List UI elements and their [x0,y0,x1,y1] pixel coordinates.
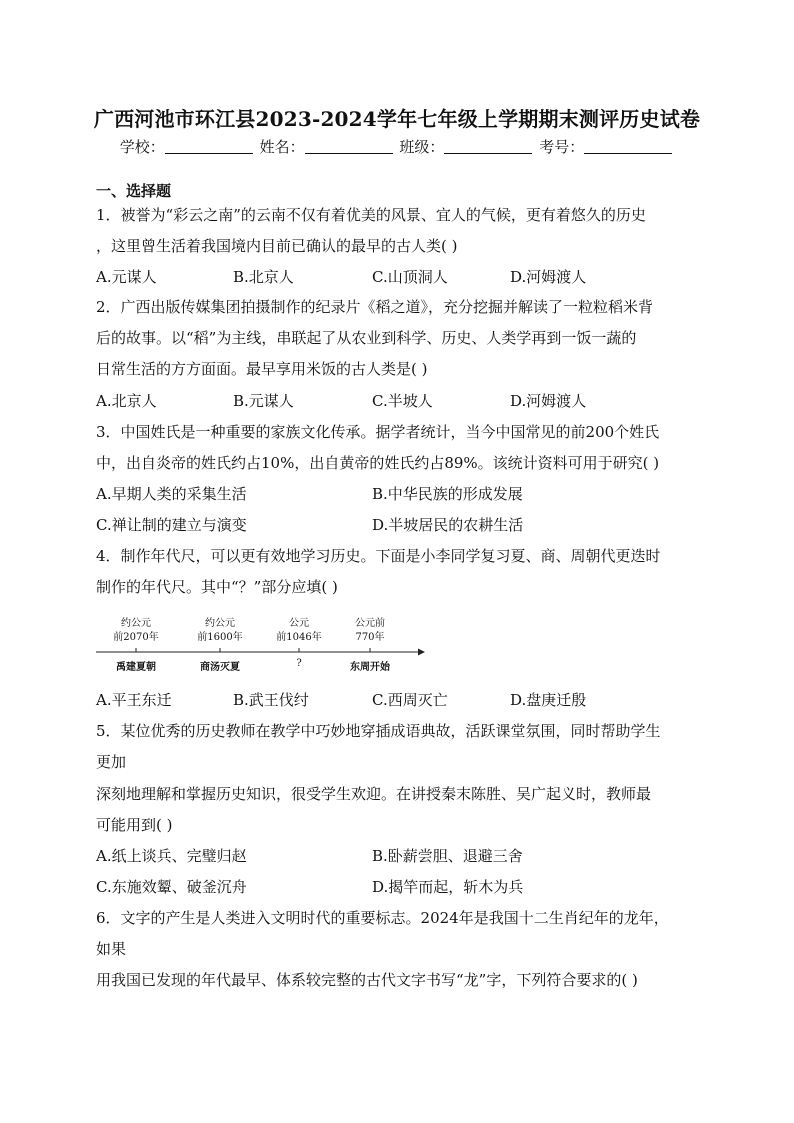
q4-timeline [96,610,436,680]
q5-line: 5．某位优秀的历史教师在教学中巧妙地穿插成语典故，活跃课堂氛围，同时帮助学生 [96,722,661,740]
q1-option-d[interactable]: D.河姆渡人 [510,268,587,286]
class-blank[interactable] [444,139,532,154]
q2-line: 后的故事。以“稻”为主线，串联起了从农业到科学、历史、人类学再到一饭一蔬的 [96,329,637,347]
q3-line: 中，出自炎帝的姓氏约占10%，出自黄帝的姓氏约占89%。该统计资料可用于研究( ) [96,454,660,472]
timeline-date: 前1600年 [197,632,243,643]
q5-line: 更加 [96,753,127,771]
q5-line: 深刻地理解和掌握历史知识，很受学生欢迎。在讲授秦末陈胜、吴广起义时，教师最 [96,785,652,803]
q6-line: 6．文字的产生是人类进入文明时代的重要标志。2024年是我国十二生肖纪年的龙年， [96,909,669,927]
q6-line: 用我国已发现的年代最早、体系较完整的古代文字书写“龙”字，下列符合要求的( ) [96,971,638,989]
q1-option-b[interactable]: B.北京人 [233,268,294,286]
q4-option-b[interactable]: B.武王伐纣 [233,691,309,709]
timeline-date: 公元前 [355,618,385,629]
number-blank[interactable] [584,139,672,154]
school-label: 学校： [119,138,165,156]
q6-line: 如果 [96,940,127,958]
q1-line: 1．被誉为“彩云之南”的云南不仅有着优美的风景、宜人的气候，更有着悠久的历史 [96,206,646,224]
q2-option-d[interactable]: D.河姆渡人 [510,392,587,410]
q1-option-a[interactable]: A.元谋人 [96,268,157,286]
q2-line: 日常生活的方方面面。最早享用米饭的古人类是( ) [96,360,428,378]
school-blank[interactable] [165,139,253,154]
q4-option-a[interactable]: A.平王东迁 [96,691,172,709]
timeline-date: 约公元 [205,618,235,629]
q3-option-a[interactable]: A.早期人类的采集生活 [96,485,247,503]
q4-line: 制作的年代尺。其中“？”部分应填( ) [96,578,338,596]
timeline-event: 商汤灭夏 [200,662,240,673]
q4-option-d[interactable]: D.盘庚迁殷 [510,691,587,709]
q4-option-c[interactable]: C.西周灭亡 [372,691,448,709]
name-label: 姓名： [259,138,305,156]
number-label: 考号： [539,138,585,156]
q5-option-a[interactable]: A.纸上谈兵、完璧归赵 [96,847,247,865]
q2-option-c[interactable]: C.半坡人 [372,392,433,410]
q4-line: 4．制作年代尺，可以更有效地学习历史。下面是小李同学复习夏、商、周朝代更迭时 [96,547,661,565]
timeline-date: 公元 [289,618,309,629]
timeline-date: 约公元 [121,618,151,629]
name-blank[interactable] [305,139,393,154]
q3-option-c[interactable]: C.禅让制的建立与演变 [96,516,247,534]
timeline-event-unknown: ? [296,658,302,669]
timeline-date: 前1046年 [276,632,322,643]
q1-option-c[interactable]: C.山顶洞人 [372,268,448,286]
q2-option-b[interactable]: B.元谋人 [233,392,294,410]
timeline-event: 禹建夏朝 [116,662,156,673]
q3-option-b[interactable]: B.中华民族的形成发展 [372,485,523,503]
exam-title: 广西河池市环江县2023-2024学年七年级上学期期末测评历史试卷 [93,107,701,131]
class-label: 班级： [399,138,445,156]
section-heading: 一、选择题 [96,182,172,200]
q5-option-d[interactable]: D.揭竿而起，斩木为兵 [372,878,524,896]
timeline-date: 前2070年 [113,632,159,643]
q3-option-d[interactable]: D.半坡居民的农耕生活 [372,516,524,534]
student-info-row [0,136,794,157]
timeline-event: 东周开始 [350,662,390,673]
timeline-date: 770年 [355,632,385,643]
q3-line: 3．中国姓氏是一种重要的家族文化传承。据学者统计，当今中国常见的前200个姓氏 [96,423,660,441]
q5-option-b[interactable]: B.卧薪尝胆、退避三舍 [372,847,523,865]
q5-line: 可能用到( ) [96,816,173,834]
q2-line: 2．广西出版传媒集团拍摄制作的纪录片《稻之道》，充分挖掘并解读了一粒粒稻米背 [96,298,654,316]
q1-line: ，这里曾生活着我国境内目前已确认的最早的古人类( ) [96,237,458,255]
q2-option-a[interactable]: A.北京人 [96,392,157,410]
q5-option-c[interactable]: C.东施效颦、破釜沉舟 [96,878,247,896]
